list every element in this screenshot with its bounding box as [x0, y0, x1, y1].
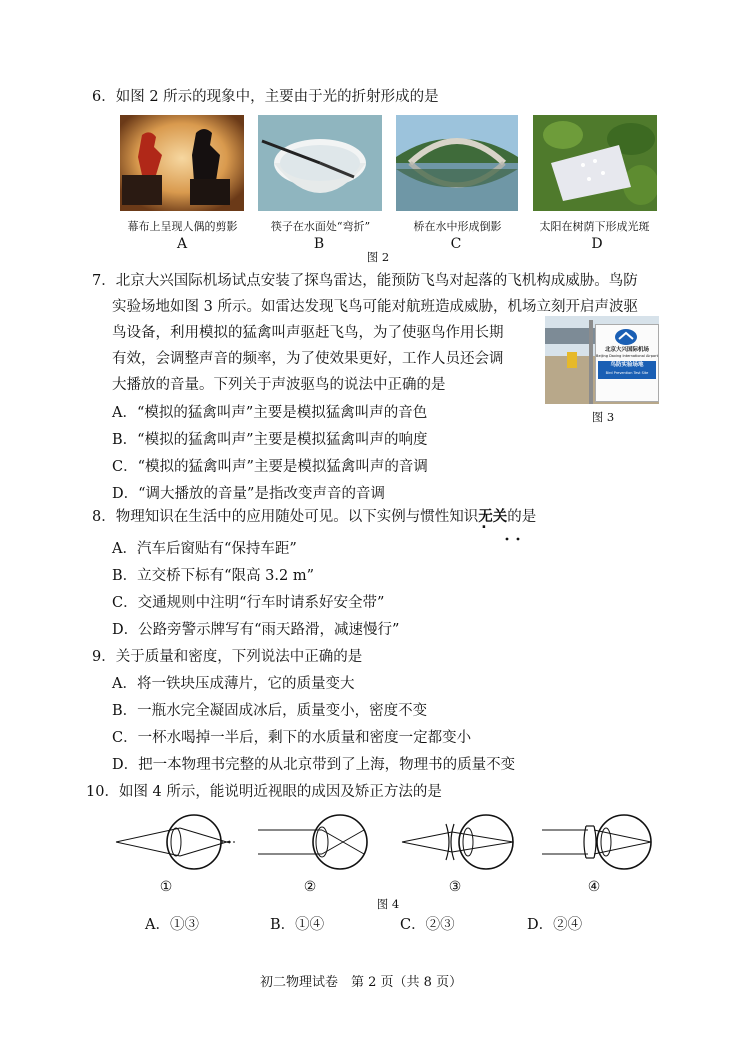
q8-stem-emphasis: 无关 [478, 509, 508, 525]
q7-figure-label: 图 3 [591, 410, 615, 424]
emphasis-dots [503, 536, 523, 542]
q6-caption-d: 太阳在树荫下形成光斑 [539, 220, 650, 233]
photo-bird-prevention-site [545, 316, 659, 404]
q7-line-1: 7．北京大兴国际机场试点安装了探鸟雷达，能预防飞鸟对起落的飞机构成威胁。鸟防 [92, 273, 638, 289]
q8-option-d: D．公路旁警示牌写有“雨天路滑，减速慢行” [112, 622, 400, 638]
q10-diagram-label-1: ① [159, 879, 173, 895]
q7-line-5: 大播放的音量。下列关于声波驱鸟的说法中正确的是 [112, 377, 446, 393]
q8-stem [92, 508, 536, 526]
sign-line-1: 北京大兴国际机场 [604, 347, 649, 353]
q8-stem-before: 8．物理知识在生活中的应用随处可见。以下实例与惯性知识 [92, 509, 479, 525]
q7-line-3: 鸟设备，利用模拟的猛禽叫声驱赶飞鸟，为了使驱鸟作用长期 [112, 325, 504, 341]
eye-diagram-1 [116, 815, 236, 869]
q7-option-d: D．“调大播放的音量”是指改变声音的音调 [112, 486, 385, 502]
q8-option-c: C．交通规则中注明“行车时请系好安全带” [112, 595, 385, 611]
q6-letter-d: D [591, 236, 603, 252]
photo-light-spots [533, 115, 657, 211]
q6-letter-a: A [176, 236, 188, 252]
sign-board [595, 324, 659, 402]
q6-letter-c: C [450, 236, 462, 252]
q6-caption-a: 幕布上呈现人偶的剪影 [127, 220, 238, 233]
sign-line-2: Beijing Daxing International Airport [596, 354, 658, 358]
q6-letter-b: B [313, 236, 325, 252]
q6-figure-label: 图 2 [366, 250, 390, 264]
q7-line-2: 实验场地如图 3 所示。如雷达发现飞鸟可能对航班造成威胁，机场立刻开启声波驱 [112, 299, 638, 315]
q9-option-c: C．一杯水喝掉一半后，剩下的水质量和密度一定都变小 [112, 730, 472, 746]
photo-shadow-puppet [120, 115, 244, 211]
q7-line-4: 有效，会调整声音的频率，为了使效果更好，工作人员还会调 [112, 351, 504, 367]
q8-option-b: B．立交桥下标有“限高 3.2 m” [112, 568, 315, 584]
q10-option-c: C．②③ [400, 917, 455, 933]
eye-diagrams [110, 808, 670, 878]
eye-diagram-3 [402, 815, 513, 869]
q8-stem-after: 的是 [507, 509, 537, 525]
q6-stem: 6．如图 2 所示的现象中，主要由于光的折射形成的是 [92, 89, 439, 105]
q10-stem: 10．如图 4 所示，能说明近视眼的成因及矫正方法的是 [86, 784, 442, 800]
page-footer: 初二物理试卷 第 2 页（共 8 页） [260, 975, 463, 990]
q10-option-d: D．②④ [527, 917, 583, 933]
q6-caption-c: 桥在水中形成倒影 [413, 220, 502, 233]
q9-option-b: B．一瓶水完全凝固成冰后，质量变小，密度不变 [112, 703, 428, 719]
sign-blue-band [598, 361, 656, 379]
q9-stem: 9．关于质量和密度，下列说法中正确的是 [92, 649, 363, 665]
eye-diagram-4 [542, 815, 651, 869]
q10-diagram-label-3: ③ [448, 879, 462, 895]
q8-option-a: A．汽车后窗贴有“保持车距” [112, 541, 297, 557]
q6-caption-b: 筷子在水面处“弯折” [270, 220, 371, 233]
sign-line-3: 鸟防实验场地 [610, 362, 644, 368]
sign-line-4: Bird Prevention Test Site [605, 371, 649, 375]
q9-option-a: A．将一铁块压成薄片，它的质量变大 [112, 676, 355, 692]
q7-option-a: A．“模拟的猛禽叫声”主要是模拟猛禽叫声的音色 [112, 405, 428, 421]
q7-option-b: B．“模拟的猛禽叫声”主要是模拟猛禽叫声的响度 [112, 432, 428, 448]
q10-diagram-label-2: ② [303, 879, 317, 895]
q7-option-c: C．“模拟的猛禽叫声”主要是模拟猛禽叫声的音调 [112, 459, 428, 475]
q9-option-d: D．把一本物理书完整的从北京带到了上海，物理书的质量不变 [112, 757, 516, 773]
q10-figure-label: 图 4 [376, 897, 400, 911]
photo-chopsticks-bowl [258, 115, 382, 211]
airport-logo-icon [614, 328, 638, 346]
photo-bridge-reflection [396, 115, 518, 211]
q10-option-a: A．①③ [145, 917, 199, 933]
eye-diagram-2 [258, 815, 367, 869]
q10-option-b: B．①④ [270, 917, 325, 933]
q10-diagram-label-4: ④ [587, 879, 601, 895]
